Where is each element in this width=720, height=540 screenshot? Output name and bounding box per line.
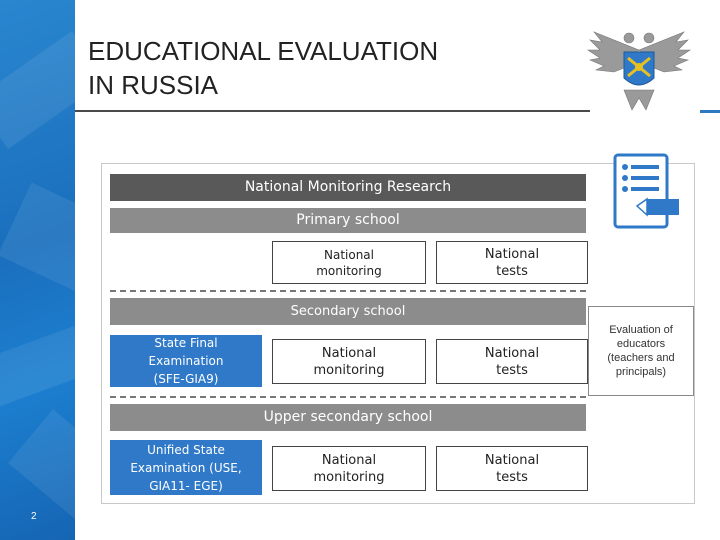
- evaluation-of-educators-box: [588, 306, 694, 396]
- primary-national-tests-label: National tests: [484, 246, 540, 279]
- primary-national-monitoring-box: [272, 241, 426, 284]
- title-line-1: EDUCATIONAL EVALUATION: [88, 36, 439, 66]
- secondary-school-bar: Secondary school: [110, 298, 586, 325]
- unified-state-examination-label: Unified State Examination (USE, GIA11- EGE): [130, 442, 242, 493]
- primary-secondary-divider: [110, 290, 586, 292]
- upper-national-monitoring-box: [272, 446, 426, 491]
- unified-state-examination-box: [110, 440, 262, 495]
- secondary-national-tests-label: National tests: [484, 345, 540, 378]
- primary-school-bar: Primary school: [110, 208, 586, 233]
- upper-national-monitoring-label: National monitoring: [313, 452, 385, 485]
- evaluation-of-educators-label: Evaluation of educators (teachers and principals): [607, 324, 675, 378]
- primary-national-monitoring-label: National monitoring: [316, 247, 382, 278]
- page-title: [88, 34, 438, 102]
- national-monitoring-research-bar: National Monitoring Research: [110, 174, 586, 201]
- secondary-national-tests-box: [436, 339, 588, 384]
- secondary-national-monitoring-box: [272, 339, 426, 384]
- document-list-icon: [611, 151, 681, 231]
- emblem-icon: [584, 20, 694, 115]
- title-divider-accent: [700, 110, 720, 113]
- title-line-2: IN RUSSIA: [88, 70, 219, 100]
- state-final-examination-label: State Final Examination (SFE-GIA9): [148, 336, 224, 386]
- secondary-national-monitoring-label: National monitoring: [313, 345, 385, 378]
- secondary-upper-divider: [110, 396, 586, 398]
- state-final-examination-box: [110, 335, 262, 387]
- primary-national-tests-box: [436, 241, 588, 284]
- upper-secondary-school-bar: Upper secondary school: [110, 404, 586, 431]
- title-divider: [75, 110, 590, 112]
- upper-national-tests-box: [436, 446, 588, 491]
- slide-number: 2: [31, 511, 37, 522]
- upper-national-tests-label: National tests: [484, 452, 540, 485]
- sidebar-decoration: [0, 0, 75, 540]
